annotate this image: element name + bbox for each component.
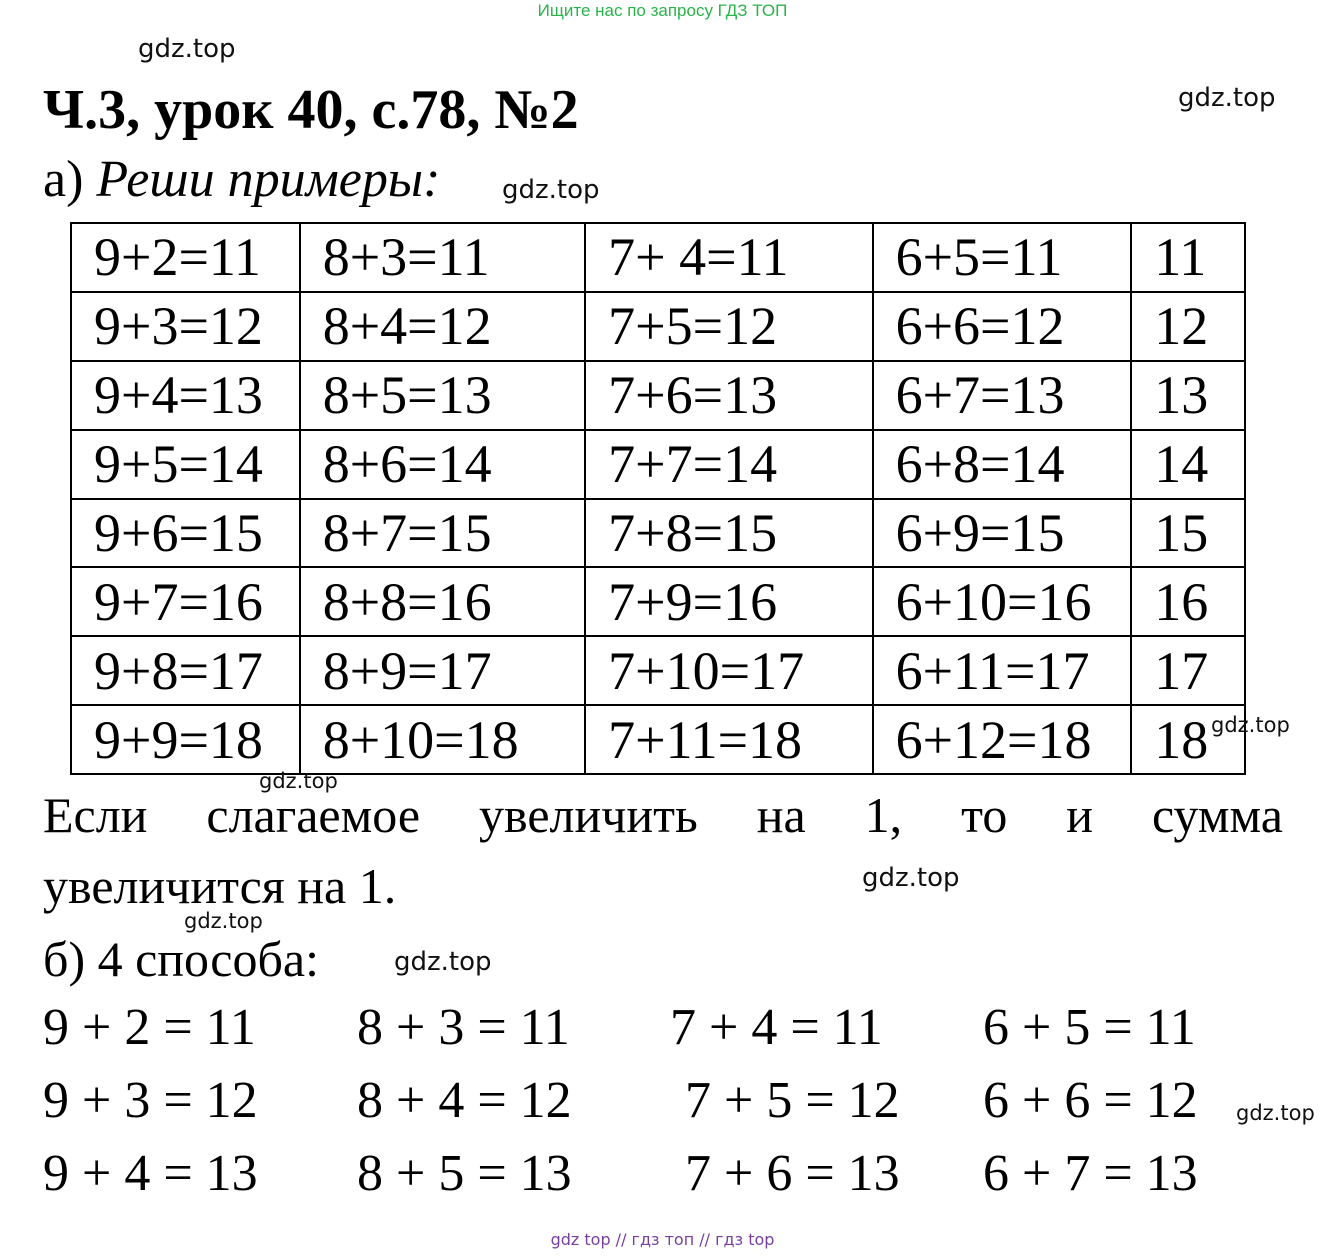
table-cell: 8+3=11 [300,223,585,292]
table-cell: 9+9=18 [71,705,300,774]
way-equation: 8 + 5 = 13 [357,1145,572,1202]
way-equation: 8 + 3 = 11 [357,999,570,1056]
table-cell: 7+9=16 [585,567,872,636]
watermark: gdz.top [1236,1101,1315,1125]
table-cell: 7+5=12 [585,292,872,361]
table-cell: 7+10=17 [585,636,872,705]
table-cell: 16 [1131,567,1245,636]
table-cell: 13 [1131,361,1245,430]
table-cell: 7+6=13 [585,361,872,430]
table-row [71,430,1245,499]
watermark: gdz.top [259,769,338,793]
table-cell: 9+8=17 [71,636,300,705]
table-cell: 8+4=12 [300,292,585,361]
part-a-label: а) [43,151,84,208]
way-equation: 8 + 4 = 12 [357,1072,572,1129]
watermark: gdz.top [138,34,236,64]
table-row [71,499,1245,568]
conclusion-line-1: Если слагаемое увеличить на 1, то и сумма [43,787,1283,843]
table-row [71,636,1245,705]
table-cell: 8+7=15 [300,499,585,568]
way-equation: 6 + 5 = 11 [983,999,1196,1056]
table-row [71,705,1245,774]
table-cell: 7+7=14 [585,430,872,499]
table-cell: 17 [1131,636,1245,705]
table-cell: 18 [1131,705,1245,774]
way-equation: 6 + 6 = 12 [983,1072,1198,1129]
conclusion-line-2: увеличится на 1. [43,858,397,914]
table-cell: 6+7=13 [873,361,1132,430]
table-cell: 9+7=16 [71,567,300,636]
way-equation: 9 + 3 = 12 [43,1072,258,1129]
table-cell: 11 [1131,223,1245,292]
watermark: gdz.top [184,909,263,933]
part-a-heading [43,150,440,209]
examples-table [70,222,1246,775]
table-row [71,567,1245,636]
table-cell: 7+8=15 [585,499,872,568]
table-cell: 6+10=16 [873,567,1132,636]
table-cell: 9+4=13 [71,361,300,430]
table-cell: 6+12=18 [873,705,1132,774]
part-b-heading: б) 4 способа: [43,931,320,987]
table-cell: 14 [1131,430,1245,499]
table-cell: 9+6=15 [71,499,300,568]
table-row [71,223,1245,292]
table-cell: 7+11=18 [585,705,872,774]
table-row [71,361,1245,430]
table-cell: 6+8=14 [873,430,1132,499]
way-equation: 6 + 7 = 13 [983,1145,1198,1202]
page-title: Ч.3, урок 40, с.78, №2 [43,79,579,141]
table-cell: 12 [1131,292,1245,361]
table-cell: 9+5=14 [71,430,300,499]
table-cell: 6+5=11 [873,223,1132,292]
way-equation: 9 + 4 = 13 [43,1145,258,1202]
way-equation: 7 + 5 = 12 [685,1072,900,1129]
bottom-banner: gdz top // гдз топ // гдз top [550,1230,775,1249]
way-equation: 7 + 4 = 11 [670,999,883,1056]
table-cell: 7+ 4=11 [585,223,872,292]
way-equation: 9 + 2 = 11 [43,999,256,1056]
table-cell: 8+10=18 [300,705,585,774]
table-row [71,292,1245,361]
table-cell: 6+9=15 [873,499,1132,568]
table-cell: 9+2=11 [71,223,300,292]
table-cell: 15 [1131,499,1245,568]
table-cell: 8+9=17 [300,636,585,705]
table-cell: 9+3=12 [71,292,300,361]
table-cell: 6+6=12 [873,292,1132,361]
watermark: gdz.top [1178,83,1276,113]
table-cell: 8+8=16 [300,567,585,636]
watermark: gdz.top [1211,713,1290,737]
table-cell: 6+11=17 [873,636,1132,705]
table-cell: 8+5=13 [300,361,585,430]
table-cell: 8+6=14 [300,430,585,499]
part-a-task: Реши примеры: [96,151,441,208]
way-equation: 7 + 6 = 13 [685,1145,900,1202]
top-banner: Ищите нас по запросу ГДЗ ТОП [537,1,788,20]
watermark: gdz.top [862,863,960,893]
watermark: gdz.top [502,175,600,205]
watermark: gdz.top [394,947,492,977]
